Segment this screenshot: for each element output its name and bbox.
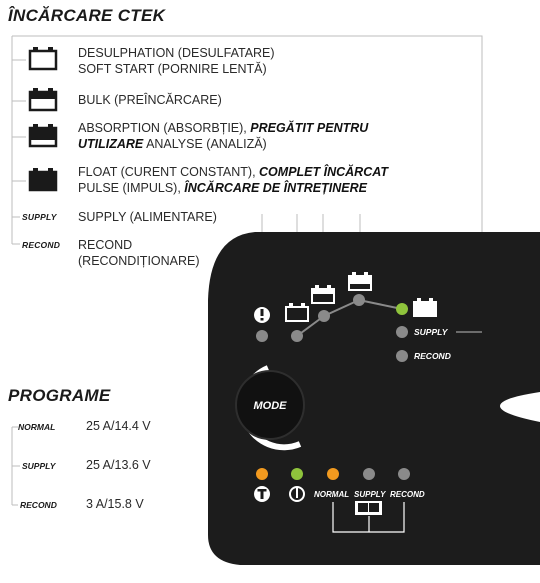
legend-absorption-normal: ABSORPTION (ABSORBȚIE),: [78, 121, 251, 135]
bottom-label-supply: SUPPLY: [354, 490, 386, 499]
legend-supply-tag: SUPPLY: [22, 212, 57, 222]
legend-recond-line1: RECOND: [78, 238, 133, 252]
legend-battery-icons: [30, 47, 56, 190]
led-step-4: [396, 303, 408, 315]
program-normal-tag: NORMAL: [18, 422, 56, 432]
program-recond-value: 3 A/15.8 V: [86, 497, 144, 511]
led-program-recond: [398, 468, 410, 480]
legend-recond-tag: RECOND: [22, 240, 61, 250]
program-recond-tag: RECOND: [20, 500, 57, 510]
legend-recond-line2: (RECONDIȚIONARE): [78, 253, 200, 268]
page-title: ÎNCĂRCARE CTEK: [8, 6, 166, 25]
program-supply-tag: SUPPLY: [22, 461, 56, 471]
legend-absorption-normal2: ANALYSE (ANALIZĂ): [143, 136, 267, 151]
led-normal: [327, 468, 339, 480]
led-power: [291, 468, 303, 480]
legend-float-normal2: PULSE (IMPULS),: [78, 180, 185, 195]
led-temperature: [256, 468, 268, 480]
battery-full-icon: [30, 168, 56, 190]
led-step-2: [318, 310, 330, 322]
led-step-1: [291, 330, 303, 342]
battery-empty-icon: [30, 47, 56, 69]
programs-title: PROGRAME: [8, 386, 111, 405]
led-warning: [256, 330, 268, 342]
led-supply: [396, 326, 408, 338]
bottom-label-normal: NORMAL: [314, 490, 350, 499]
battery-absorption-icon: [30, 124, 56, 146]
legend-float-bold2: ÎNCĂRCARE DE ÎNTREȚINERE: [184, 180, 367, 195]
temperature-icon: [254, 486, 270, 502]
legend-absorption-bold2: UTILIZARE: [78, 136, 144, 151]
manual-book-icon: [355, 501, 382, 515]
legend-absorption-bold: PREGĂTIT PENTRU: [250, 121, 369, 135]
legend-bulk: BULK (PREÎNCĂRCARE): [78, 93, 222, 107]
panel-supply-label: SUPPLY: [414, 327, 448, 337]
led-step-3: [353, 294, 365, 306]
mode-button-label: MODE: [253, 400, 287, 412]
legend-float-bold: COMPLET ÎNCĂRCAT: [259, 165, 388, 179]
bottom-label-recond: RECOND: [390, 490, 425, 499]
panel-recond-label: RECOND: [414, 351, 451, 361]
led-program-supply: [363, 468, 375, 480]
legend-desulphation-line2: SOFT START (PORNIRE LENTĂ): [78, 61, 267, 76]
led-recond: [396, 350, 408, 362]
legend-supply: SUPPLY (ALIMENTARE): [78, 210, 217, 224]
program-bracket: [12, 427, 20, 505]
legend-float-normal: FLOAT (CURENT CONSTANT),: [78, 165, 260, 179]
program-supply-value: 25 A/13.6 V: [86, 458, 151, 472]
program-normal-value: 25 A/14.4 V: [86, 419, 151, 433]
battery-bulk-icon: [30, 88, 56, 110]
legend-desulphation-line1: DESULPHATION (DESULFATARE): [78, 46, 275, 60]
